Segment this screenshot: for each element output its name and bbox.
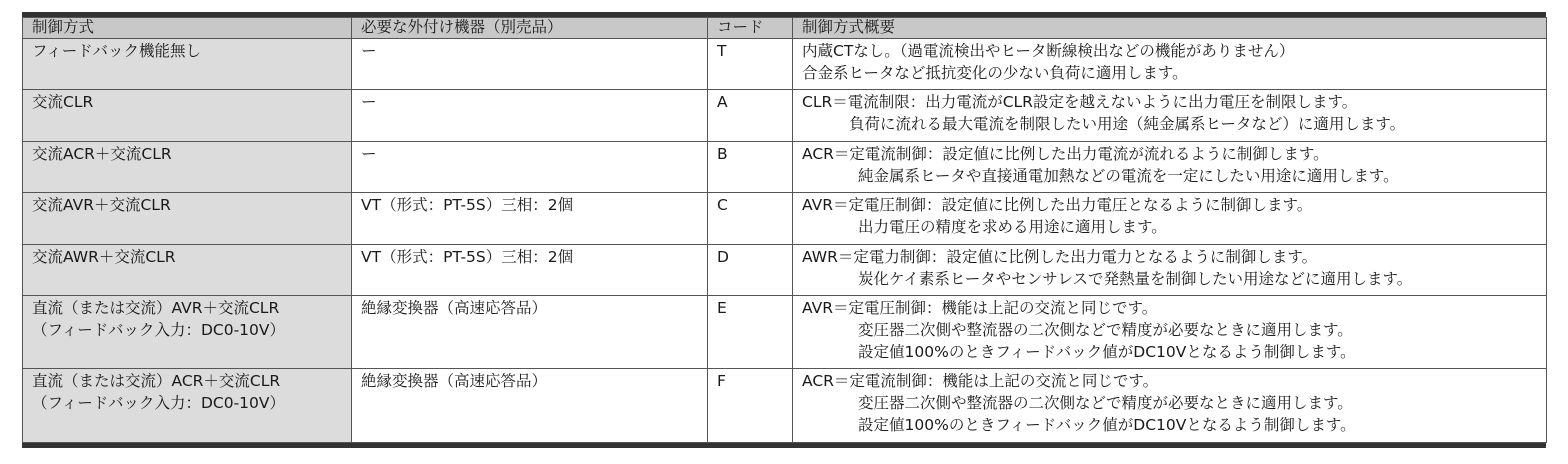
cell-control-method xyxy=(23,369,352,443)
cell-external-equipment: 絶縁変換器（高速応答品） xyxy=(352,295,708,369)
cell-code: B xyxy=(708,141,793,192)
table-row xyxy=(23,90,1547,141)
cell-external-equipment: ー xyxy=(352,141,708,192)
summary-line: 合金系ヒータなど抵抗変化の少ない負荷に適用します。 xyxy=(802,64,1188,82)
header-summary: 制御方式概要 xyxy=(793,18,1547,39)
summary-line: 出力電圧の精度を求める用途に適用します。 xyxy=(858,218,1167,237)
cell-code: A xyxy=(708,90,793,141)
summary-head: AVR＝定電圧制御：機能は上記の交流と同じです。 xyxy=(802,298,1158,317)
summary-head: 内蔵CTなし。（過電流検出やヒータ断線検出などの機能がありません） xyxy=(802,42,1295,60)
summary-line: 負荷に流れる最大電流を制限したい用途（純金属系ヒータなど）に適用します。 xyxy=(849,115,1406,134)
cell-external-equipment: ー xyxy=(352,39,708,90)
method-text: 直流（または交流）AVR＋交流CLR xyxy=(32,298,280,317)
cell-summary xyxy=(793,244,1547,295)
table-row xyxy=(23,193,1547,244)
cell-summary xyxy=(793,141,1547,192)
cell-external-equipment: VT（形式：PT-5S）三相：2個 xyxy=(352,193,708,244)
summary-line: 変圧器二次側や整流器の二次側などで精度が必要なときに適用します。 xyxy=(858,394,1353,413)
method-text: 交流CLR xyxy=(32,93,94,112)
table-row xyxy=(23,141,1547,192)
table-row xyxy=(23,295,1547,369)
header-external-equipment: 必要な外付け機器（別売品） xyxy=(352,18,708,39)
method-text: 交流AVR＋交流CLR xyxy=(32,196,171,215)
cell-summary xyxy=(793,295,1547,369)
cell-summary xyxy=(793,369,1547,443)
summary-head: CLR＝電流制限：出力電流がCLR設定を越えないように出力電圧を制限します。 xyxy=(802,93,1358,112)
table-row xyxy=(23,244,1547,295)
cell-control-method xyxy=(23,244,352,295)
summary-line: 設定値100%のときフィードバック値がDC10Vとなるよう制御します。 xyxy=(858,416,1356,435)
table-bottom-rule xyxy=(22,443,1546,448)
cell-code: F xyxy=(708,369,793,443)
cell-control-method xyxy=(23,39,352,90)
cell-summary xyxy=(793,39,1547,90)
cell-code: T xyxy=(708,39,793,90)
header-control-method: 制御方式 xyxy=(23,18,352,39)
method-text: （フィードバック入力：DC0-10V） xyxy=(32,320,285,339)
cell-code: E xyxy=(708,295,793,369)
method-text: 直流（または交流）ACR＋交流CLR xyxy=(32,372,281,391)
header-code: コード xyxy=(708,18,793,39)
cell-control-method xyxy=(23,90,352,141)
cell-code: C xyxy=(708,193,793,244)
cell-control-method xyxy=(23,193,352,244)
summary-head: AWR＝定電力制御：設定値に比例した出力電力となるように制御します。 xyxy=(802,247,1318,266)
cell-code: D xyxy=(708,244,793,295)
summary-line: 変圧器二次側や整流器の二次側などで精度が必要なときに適用します。 xyxy=(858,320,1353,339)
table-row xyxy=(23,369,1547,443)
cell-external-equipment: VT（形式：PT-5S）三相：2個 xyxy=(352,244,708,295)
cell-summary xyxy=(793,90,1547,141)
method-text: フィードバック機能無し xyxy=(32,42,201,60)
cell-control-method xyxy=(23,141,352,192)
table-header-row xyxy=(23,18,1547,39)
method-text: 交流ACR＋交流CLR xyxy=(32,144,172,163)
method-text: 交流AWR＋交流CLR xyxy=(32,247,176,266)
summary-head: AVR＝定電圧制御：設定値に比例した出力電圧となるように制御します。 xyxy=(802,196,1313,215)
summary-head: ACR＝定電流制御：設定値に比例した出力電流が流れるように制御します。 xyxy=(802,144,1329,163)
cell-external-equipment: 絶縁変換器（高速応答品） xyxy=(352,369,708,443)
summary-line: 純金属系ヒータや直接通電加熱などの電流を一定にしたい用途に適用します。 xyxy=(858,166,1399,185)
cell-control-method xyxy=(23,295,352,369)
summary-line: 設定値100%のときフィードバック値がDC10Vとなるよう制御します。 xyxy=(858,342,1356,361)
cell-external-equipment: ー xyxy=(352,90,708,141)
cell-summary xyxy=(793,193,1547,244)
table-row xyxy=(23,39,1547,90)
control-method-table xyxy=(22,17,1547,443)
summary-line: 炭化ケイ素系ヒータやセンサレスで発熱量を制御したい用途などに適用します。 xyxy=(858,269,1413,288)
summary-head: ACR＝定電流制御：機能は上記の交流と同じです。 xyxy=(802,372,1159,391)
method-text: （フィードバック入力：DC0-10V） xyxy=(32,394,285,413)
